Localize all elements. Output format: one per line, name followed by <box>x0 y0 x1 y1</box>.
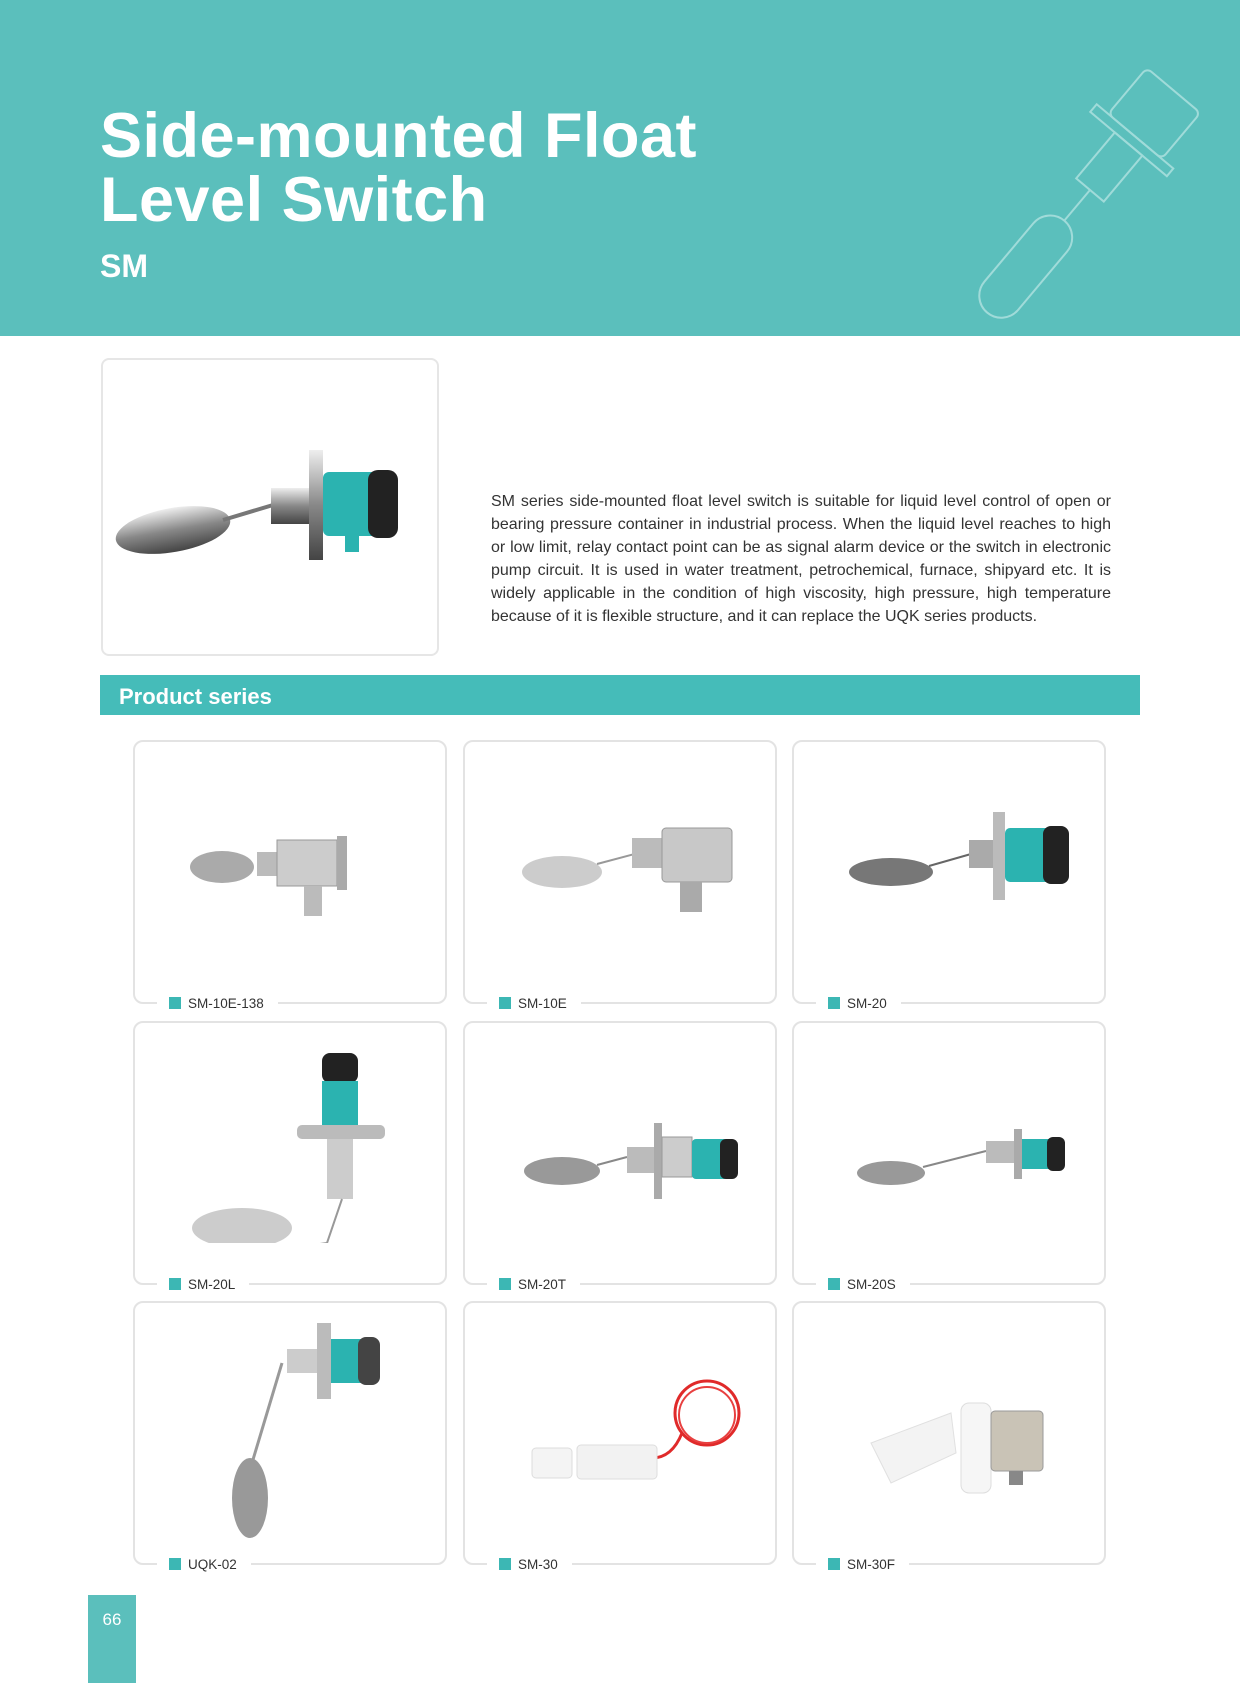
product-label <box>487 993 581 1013</box>
product-description: SM series side-mounted float level switch is suitable for liquid level control of open or bearing pressure container in industrial process. When the liquid level reaches to high or low limit, relay contact point can be as signal alarm device or the switch in electronic pump circuit. It is used in water treatment, petrochemical, furnace, shipyard etc. It is widely applicable in the condition of high viscosity, high pressure, high temperature because of it is flexible structure, and it can replace the UQK series products. <box>491 493 1111 625</box>
product-card[interactable] <box>792 1021 1106 1292</box>
product-image <box>162 1043 422 1243</box>
hero-product-image <box>101 358 439 656</box>
product-image <box>821 1323 1081 1523</box>
product-image <box>492 762 752 962</box>
page-number: 66 <box>102 1610 122 1629</box>
bullet-square-icon <box>169 997 181 1009</box>
product-image <box>492 1323 752 1523</box>
bullet-square-icon <box>828 1278 840 1290</box>
product-card[interactable] <box>463 1021 777 1292</box>
product-card[interactable] <box>792 740 1106 1011</box>
product-image <box>162 1323 422 1543</box>
product-image <box>162 762 422 962</box>
product-card[interactable] <box>133 1301 447 1572</box>
product-card[interactable] <box>792 1301 1106 1572</box>
product-model: SM-30F <box>847 1556 896 1572</box>
product-card[interactable] <box>463 740 777 1011</box>
product-image <box>821 762 1081 962</box>
bullet-square-icon <box>828 997 840 1009</box>
product-label <box>157 1554 251 1574</box>
page-title <box>100 101 697 235</box>
bullet-square-icon <box>499 997 511 1009</box>
page-number-tab <box>88 1595 136 1683</box>
product-series-header <box>100 675 1140 715</box>
product-image <box>492 1043 752 1243</box>
product-model: SM-10E <box>518 995 567 1011</box>
sm-20-product-illustration <box>113 450 431 580</box>
product-model: SM-10E-138 <box>188 995 264 1011</box>
title-line-2: Level Switch <box>100 165 488 235</box>
product-model: SM-30 <box>518 1556 558 1572</box>
product-label <box>157 993 278 1013</box>
product-card[interactable] <box>463 1301 777 1572</box>
title-line-1: Side-mounted Float <box>100 101 697 171</box>
product-model: SM-20S <box>847 1276 896 1292</box>
product-label <box>816 993 901 1013</box>
product-label <box>157 1274 249 1294</box>
product-model: SM-20L <box>188 1276 236 1292</box>
bullet-square-icon <box>169 1278 181 1290</box>
header-banner <box>0 0 1240 336</box>
bullet-square-icon <box>499 1278 511 1290</box>
product-label <box>487 1554 572 1574</box>
bullet-square-icon <box>828 1558 840 1570</box>
product-card[interactable] <box>133 1021 447 1292</box>
product-model: UQK-02 <box>188 1556 237 1572</box>
product-label <box>816 1554 909 1574</box>
product-model: SM-20 <box>847 995 887 1011</box>
product-image <box>821 1043 1081 1243</box>
float-switch-outline-decoration <box>960 60 1220 320</box>
product-card[interactable] <box>133 740 447 1011</box>
section-title: Product series <box>119 684 272 709</box>
bullet-square-icon <box>499 1558 511 1570</box>
product-label <box>487 1274 580 1294</box>
product-model: SM-20T <box>518 1276 567 1292</box>
series-code: SM <box>100 248 148 284</box>
product-label <box>816 1274 910 1294</box>
bullet-square-icon <box>169 1558 181 1570</box>
